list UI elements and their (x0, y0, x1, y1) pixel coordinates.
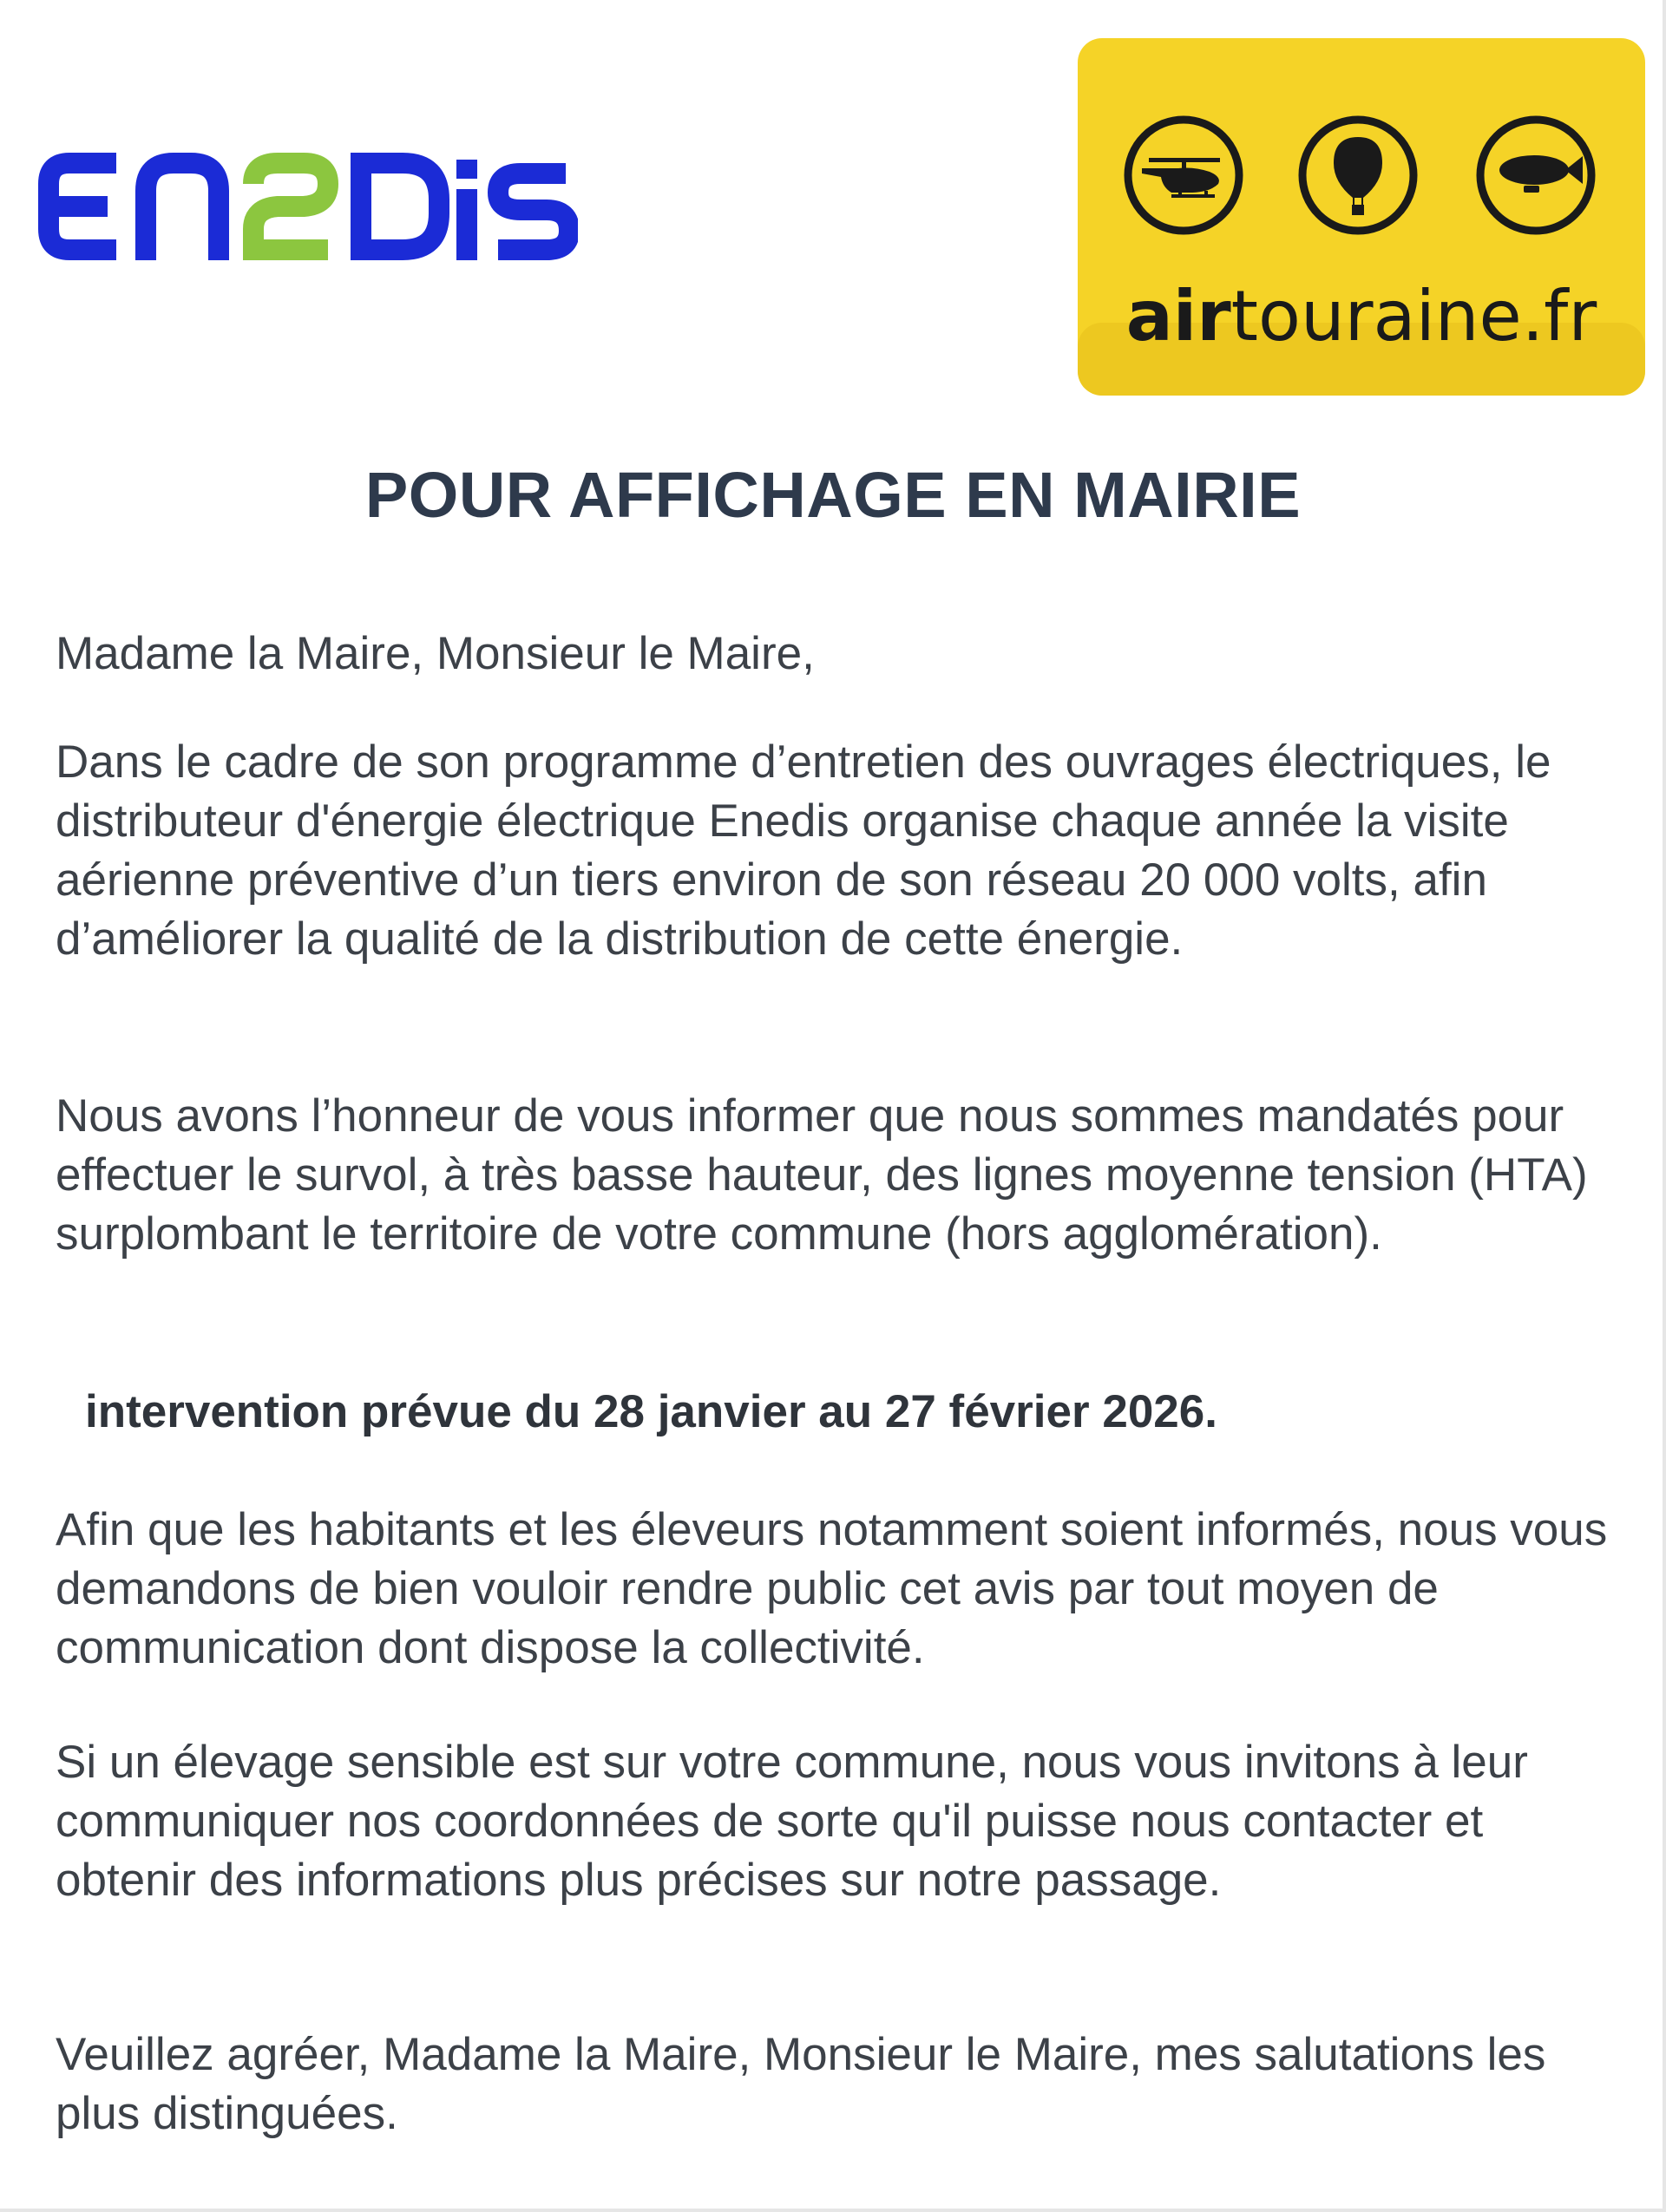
paragraph-1: Dans le cadre de son programme d’entretien des ouvrages électriques, le distributeur d'énergie électrique Enedis organise chaque année la visite aérienne préventive d’un tiers environ de son réseau 20 000 volts, afin d’améliorer la qualité de la distribution de cette énergie. (56, 736, 1551, 965)
paragraph-4: Si un élevage sensible est sur votre commune, nous vous invitons à leur communiquer nos coordonnées de sorte qu'il puisse nous contacter et obtenir des informations plus précises sur notre passage. (56, 1737, 1528, 1906)
enedis-letter-s (498, 173, 569, 250)
airtouraine-wordmark (1126, 276, 1597, 357)
enedis-letter-n (146, 163, 219, 260)
enedis-letter-e2 (253, 163, 328, 250)
closing-salutation: Veuillez agréer, Madame la Maire, Monsieur le Maire, mes salutations les plus distinguées. (56, 2029, 1546, 2139)
page-title: POUR AFFICHAGE EN MAIRIE (364, 459, 1302, 531)
enedis-letter-d (361, 163, 439, 250)
paragraph-2: Nous avons l’honneur de vous informer que nous sommes mandatés pour effectuer le survol, à très basse hauteur, des lignes moyenne tension (HTA) surplombant le territoire de votre commune (hors agglomération). (56, 1090, 1588, 1260)
enedis-logo (38, 147, 578, 265)
airtouraine-logo (1076, 36, 1647, 397)
salutation: Madame la Maire, Monsieur le Maire, (56, 628, 815, 679)
enedis-letter-e1 (49, 163, 116, 250)
paragraph-3: Afin que les habitants et les éleveurs notamment soient informés, nous vous demandons de bien vouloir rendre public cet avis par tout moyen de communication dont dispose la collectivité. (56, 1504, 1608, 1673)
wordmark-bold: air (1125, 276, 1231, 357)
wordmark-rest: touraine.fr (1230, 276, 1597, 357)
enedis-i-dot (456, 160, 477, 179)
intervention-dates: intervention prévue du 28 janvier au 27 février 2026. (85, 1386, 1217, 1437)
